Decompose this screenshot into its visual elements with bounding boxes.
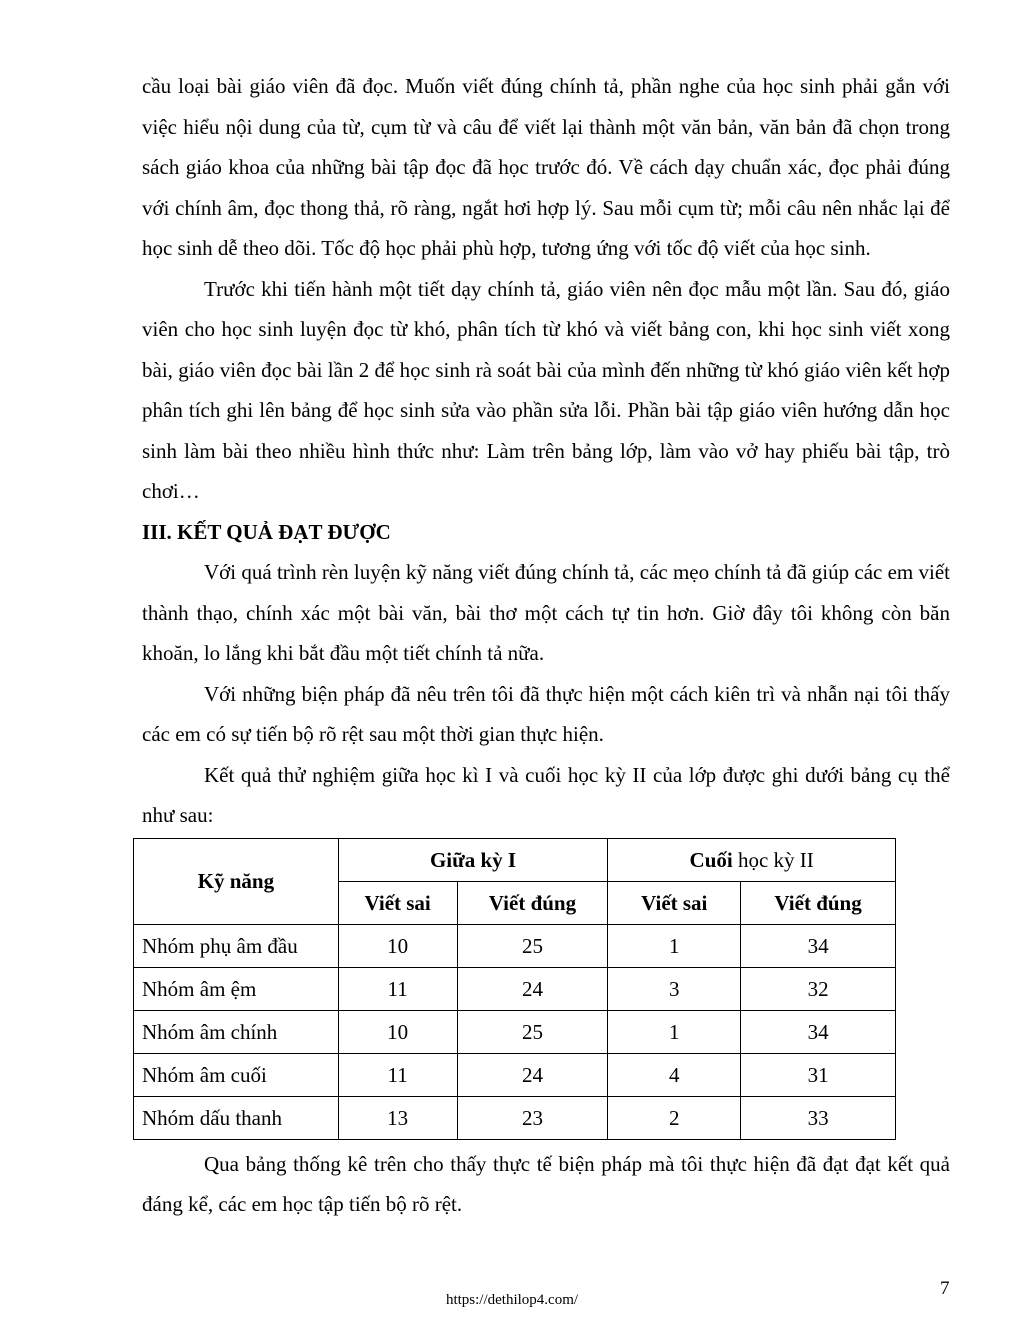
table-cell: 25 [457, 924, 608, 967]
table-cell: 33 [741, 1096, 896, 1139]
section-heading: III. KẾT QUẢ ĐẠT ĐƯỢC [142, 519, 391, 544]
table-cell: 11 [338, 967, 457, 1010]
sub-header: Viết sai [338, 881, 457, 924]
sub-header: Viết đúng [457, 881, 608, 924]
row-label: Nhóm âm ệm [134, 967, 339, 1010]
paragraph-table-intro: Kết quả thử nghiệm giữa học kì I và cuối học kỳ II của lớp được ghi dưới bảng cụ thể như sau: [142, 762, 950, 827]
table-cell: 24 [457, 1053, 608, 1096]
table-cell: 4 [608, 1053, 741, 1096]
document-body [142, 66, 950, 1225]
skill-column-header: Kỹ năng [134, 838, 339, 924]
footer-url: https://dethilop4.com/ [445, 1292, 579, 1308]
final-group-header-rest: học kỳ II [732, 847, 814, 872]
table-row [134, 967, 896, 1010]
table-cell: 25 [457, 1010, 608, 1053]
table-cell: 1 [608, 1010, 741, 1053]
table-cell: 13 [338, 1096, 457, 1139]
row-label: Nhóm dấu thanh [134, 1096, 339, 1139]
table-row [134, 1096, 896, 1139]
paragraph-lesson-steps: Trước khi tiến hành một tiết dạy chính tả, giáo viên nên đọc mẫu một lần. Sau đó, giáo viên cho học sinh luyện đọc từ khó, phân tích từ khó và viết bảng con, khi học sinh viết xong bài, giáo viên đọc bài lần 2 để học sinh rà soát bài của mình đến những từ khó giáo viên kết hợp phân tích ghi lên bảng để học sinh sửa vào phần sửa lỗi. Phần bài tập giáo viên hướng dẫn học sinh làm bài theo nhiều hình thức như: Làm trên bảng lớp, làm vào vở hay phiếu bài tập, trò chơi… [142, 276, 950, 503]
row-label: Nhóm phụ âm đầu [134, 924, 339, 967]
paragraph-result-intro: Với quá trình rèn luyện kỹ năng viết đúng chính tả, các mẹo chính tả đã giúp các em viết thành thạo, chính xác một bài văn, bài thơ một cách tự tin hơn. Giờ đây tôi không còn băn khoăn, lo lắng khi bắt đầu một tiết chính tả nữa. [142, 560, 950, 665]
paragraph-conclusion: Qua bảng thống kê trên cho thấy thực tế biện pháp mà tôi thực hiện đã đạt đạt kết quả đáng kể, các em học tập tiến bộ rõ rệt. [142, 1151, 950, 1216]
table-header-row [134, 838, 896, 881]
final-group-header-bold: Cuối [689, 847, 733, 872]
table-cell: 31 [741, 1053, 896, 1096]
midterm-group-header: Giữa kỳ I [338, 838, 608, 881]
sub-header: Viết đúng [741, 881, 896, 924]
table-cell: 1 [608, 924, 741, 967]
paragraph-progress: Với những biện pháp đã nêu trên tôi đã thực hiện một cách kiên trì và nhẫn nại tôi thấy các em có sự tiến bộ rõ rệt sau một thời gian thực hiện. [142, 681, 950, 746]
table-cell: 10 [338, 924, 457, 967]
row-label: Nhóm âm cuối [134, 1053, 339, 1096]
results-table [133, 838, 896, 1140]
table-row [134, 1053, 896, 1096]
table-cell: 24 [457, 967, 608, 1010]
table-cell: 32 [741, 967, 896, 1010]
paragraph-teaching-method: cầu loại bài giáo viên đã đọc. Muốn viết đúng chính tả, phần nghe của học sinh phải gắn với việc hiểu nội dung của từ, cụm từ và câu để viết lại thành một văn bản, văn bản đã chọn trong sách giáo khoa của những bài tập đọc đã học trước đó. Về cách dạy chuẩn xác, đọc phải đúng với chính âm, đọc thong thả, rõ ràng, ngắt hơi hợp lý. Sau mỗi cụm từ; mỗi câu nên nhắc lại để học sinh dễ theo dõi. Tốc độ học phải phù hợp, tương ứng với tốc độ viết của học sinh. [142, 74, 950, 260]
table-cell: 3 [608, 967, 741, 1010]
final-group-header [608, 838, 896, 881]
table-cell: 23 [457, 1096, 608, 1139]
page-number: 7 [940, 1278, 950, 1299]
sub-header: Viết sai [608, 881, 741, 924]
table-row [134, 1010, 896, 1053]
table-cell: 2 [608, 1096, 741, 1139]
table-cell: 11 [338, 1053, 457, 1096]
table-cell: 34 [741, 924, 896, 967]
table-row [134, 924, 896, 967]
table-cell: 10 [338, 1010, 457, 1053]
table-cell: 34 [741, 1010, 896, 1053]
row-label: Nhóm âm chính [134, 1010, 339, 1053]
